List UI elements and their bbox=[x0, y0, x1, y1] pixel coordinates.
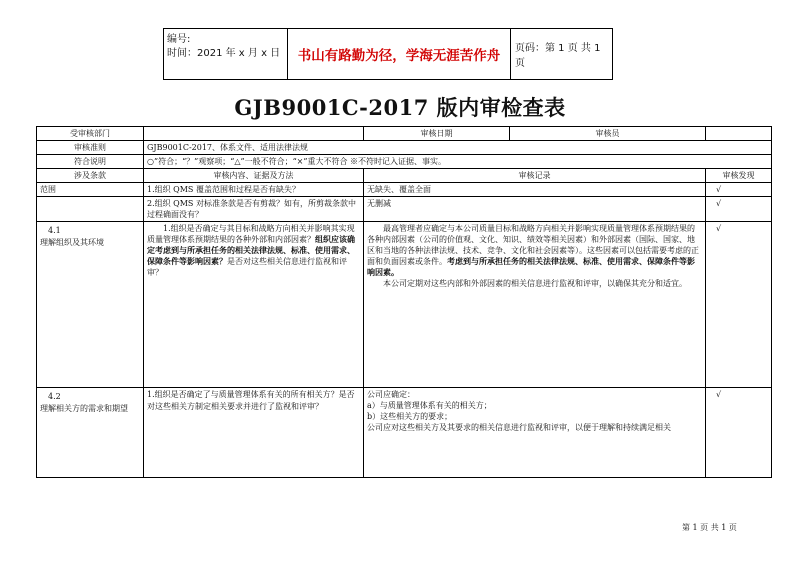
clause-name: 理解相关方的需求和期望 bbox=[40, 404, 128, 413]
col-clause: 涉及条款 bbox=[37, 169, 144, 183]
date-label: 审核日期 bbox=[364, 127, 510, 141]
record-line-1: 公司应确定： bbox=[367, 390, 415, 399]
record-cell bbox=[364, 388, 706, 478]
record-text-c: 本公司定期对这些内部和外部因素的相关信息进行监视和评审，以确保其充分和适宜。 bbox=[383, 279, 687, 288]
col-content: 审核内容、证据及方法 bbox=[144, 169, 364, 183]
audit-checklist-table bbox=[36, 126, 772, 478]
record-text-a: 最高管理者应确定与本公司质量目标和战略方向相关并影响实现质量管理体系预期结果的各种内部因素（公司的价值观、文化、知识、绩效等相关因素）和外部因素（国际、国家、地区和当地的各种法律法规、技术、竞争、文化和社会因素等）。这些因素可以包括需要考虑的正面和负面因素或条件。 bbox=[367, 224, 699, 266]
time-label: 时间：2021 年 x 月 x 日 bbox=[167, 48, 281, 59]
criteria-value: GJB9001C-2017、体系文件、适用法律法规 bbox=[144, 141, 772, 155]
content-cell bbox=[144, 222, 364, 388]
table-row bbox=[37, 141, 772, 155]
table-row-4-2 bbox=[37, 388, 772, 478]
content-text-a: 1.组织是否确定与其目标和战略方向相关并影响其实现质量管理体系预期结果的各种外部和内部因素？ bbox=[147, 224, 355, 244]
record-cell: 无缺失、覆盖全面 bbox=[364, 183, 706, 197]
document-title: GJB9001C-2017 版内审检查表 bbox=[234, 95, 566, 120]
table-row bbox=[37, 155, 772, 169]
legend-value: ○”符合；“？”观察项；“△”一般不符合；“×”重大不符合 ※不符时记入证据、事实。 bbox=[144, 155, 772, 169]
table-row bbox=[37, 183, 772, 197]
page-footer: 第 1 页 共 1 页 bbox=[682, 523, 737, 532]
record-line-4: 公司应对这些相关方及其要求的相关信息进行监视和评审，以便于理解和持续满足相关 bbox=[367, 423, 671, 432]
col-finding: 审核发现 bbox=[706, 169, 772, 183]
record-cell bbox=[364, 222, 706, 388]
number-label: 编号: bbox=[167, 34, 191, 45]
header-box bbox=[163, 28, 613, 80]
header-left bbox=[164, 29, 288, 79]
criteria-label: 审核准则 bbox=[37, 141, 144, 155]
record-line-3: b）这些相关方的要求； bbox=[367, 412, 453, 421]
dept-value bbox=[144, 127, 364, 141]
clause-cell bbox=[37, 388, 144, 478]
content-cell: 2.组织 QMS 对标准条款是否有剪裁？如有，所剪裁条款中过程确面没有？ bbox=[144, 197, 364, 222]
clause-cell bbox=[37, 222, 144, 388]
table-row bbox=[37, 197, 772, 222]
clause-number: 4.1 bbox=[48, 226, 61, 235]
record-text-b: 考虑到与所承担任务的相关法律法规、标准、使用需求、保障条件等影响因素。 bbox=[367, 256, 695, 277]
table-header-row bbox=[37, 169, 772, 183]
table-row-4-1 bbox=[37, 222, 772, 388]
finding-cell: √ bbox=[706, 388, 772, 478]
content-cell bbox=[144, 388, 364, 478]
finding-cell: √ bbox=[706, 183, 772, 197]
dept-label: 受审核部门 bbox=[37, 127, 144, 141]
clause-cell: 范围 bbox=[37, 183, 144, 197]
col-record: 审核记录 bbox=[364, 169, 706, 183]
finding-cell: √ bbox=[706, 222, 772, 388]
clause-cell bbox=[37, 197, 144, 222]
finding-cell: √ bbox=[706, 197, 772, 222]
page-label: 页码：第 1 页 共 1 页 bbox=[515, 43, 601, 69]
auditor-label: 审核员 bbox=[510, 127, 706, 141]
slogan: 书山有路勤为径，学海无涯苦作舟 bbox=[288, 29, 511, 79]
content-text: 1.组织是否确定了与质量管理体系有关的所有相关方？是否对这些相关方制定相关要求并进行了监视和评审？ bbox=[147, 390, 355, 411]
auditor-value bbox=[706, 127, 772, 141]
clause-number: 4.2 bbox=[48, 392, 61, 401]
content-text-c: 是否对这些相关信息进行监视和评审？ bbox=[147, 257, 347, 277]
content-text-b: 组织应该确定考虑到与所承担任务的相关法律法规、标准、使用需求、保障条件等影响因素？ bbox=[147, 234, 355, 266]
record-line-2: a）与质量管理体系有关的相关方； bbox=[367, 401, 492, 410]
record-cell: 无删减 bbox=[364, 197, 706, 222]
table-row bbox=[37, 127, 772, 141]
content-cell: 1.组织 QMS 覆盖范围和过程是否有缺失？ bbox=[144, 183, 364, 197]
legend-label: 符合说明 bbox=[37, 155, 144, 169]
clause-name: 理解组织及其环境 bbox=[40, 238, 104, 247]
